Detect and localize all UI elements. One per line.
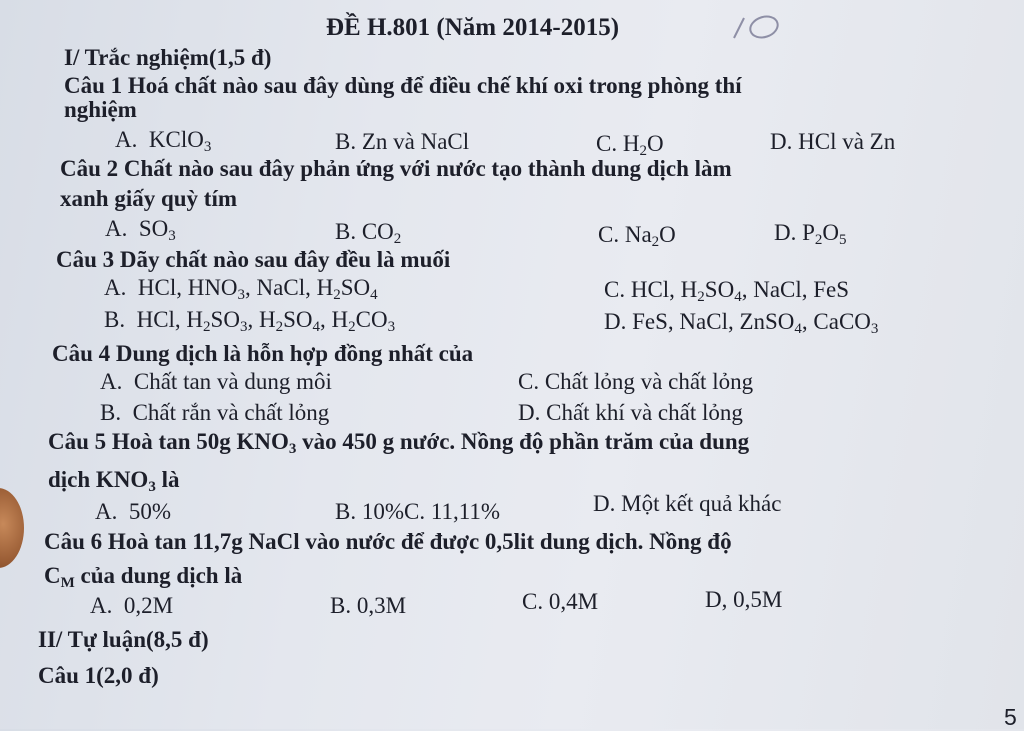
q1-option-d: D. HCl và Zn xyxy=(770,129,896,154)
q2-option-b: B. $CO_2$ xyxy=(335,219,402,247)
q3-option-b: B. HCl, $H_2SO_3$, $H_2SO_4$, $H_2CO_3$ xyxy=(104,307,396,335)
q4-option-a: A. Chất tan và dung môi xyxy=(100,369,332,394)
q6-option-c: C. 0,4M xyxy=(522,589,599,614)
section-2-q1: Câu 1(2,0 đ) xyxy=(38,663,159,688)
q3-option-c: C. HCl, $H_2SO_4$, NaCl, FeS xyxy=(604,277,850,305)
q1-text-line2: nghiệm xyxy=(64,97,137,122)
q6-option-a: A. 0,2M xyxy=(90,593,174,618)
q4-option-b: B. Chất rắn và chất lỏng xyxy=(100,400,330,425)
q2-option-d: D. $P_2O_5$ xyxy=(774,220,847,248)
q4-option-d: D. Chất khí và chất lỏng xyxy=(518,400,743,425)
q4-option-c: C. Chất lỏng và chất lỏng xyxy=(518,369,754,394)
q6-option-b: B. 0,3M xyxy=(330,593,407,618)
q1-text-line1: Câu 1 Hoá chất nào sau đây dùng để điều chế khí oxi trong phòng thí xyxy=(64,73,742,98)
q4-text: Câu 4 Dung dịch là hỗn hợp đồng nhất của xyxy=(52,341,474,366)
q3-option-d: D. FeS, NaCl, ZnSO$_4$, CaCO$_3$ xyxy=(604,309,879,337)
section-2-title: II/ Tự luận(8,5 đ) xyxy=(38,627,209,652)
q3-option-a: A. HCl, $HNO_3$, NaCl, $H_2SO_4$ xyxy=(104,275,378,303)
q5-option-d: D. Một kết quả khác xyxy=(593,491,782,516)
section-1-title: I/ Trắc nghiệm(1,5 đ) xyxy=(64,45,272,70)
q6-text-line1: Câu 6 Hoà tan 11,7g NaCl vào nước để được 0,5lit dung dịch. Nồng độ xyxy=(44,529,732,554)
q2-text-line2: xanh giấy quỳ tím xyxy=(60,186,238,211)
q2-text-line1: Câu 2 Chất nào sau đây phản ứng với nước tạo thành dung dịch làm xyxy=(60,156,732,181)
q6-text-line2: $C_M$ của dung dịch là xyxy=(44,563,243,591)
q1-option-b: B. Zn và NaCl xyxy=(335,129,470,154)
q2-option-a: A. $SO_3$ xyxy=(105,216,176,244)
q6-option-d: D, 0,5M xyxy=(705,587,783,612)
q5-option-a: A. 50% xyxy=(95,499,172,524)
q5-option-b: B. 10%C. 11,11% xyxy=(335,499,501,524)
q1-option-c: C. $H_2O$ xyxy=(596,131,664,159)
q1-option-a: A. KClO$_3$ xyxy=(115,127,212,155)
page-title: ĐỀ H.801 (Năm 2014-2015) xyxy=(326,14,620,41)
q5-text-line1: Câu 5 Hoà tan 50g $KNO_3$ vào 450 g nước. Nồng độ phần trăm của dung xyxy=(48,429,750,457)
finger-shadow xyxy=(0,488,24,568)
handwritten-mark-icon xyxy=(728,8,786,46)
q2-option-c: C. $Na_2O$ xyxy=(598,222,676,250)
q3-text: Câu 3 Dãy chất nào sau đây đều là muối xyxy=(56,247,451,272)
q5-text-line2: dịch $KNO_3$ là xyxy=(48,467,180,495)
corner-page-mark: 5 xyxy=(1004,704,1017,730)
